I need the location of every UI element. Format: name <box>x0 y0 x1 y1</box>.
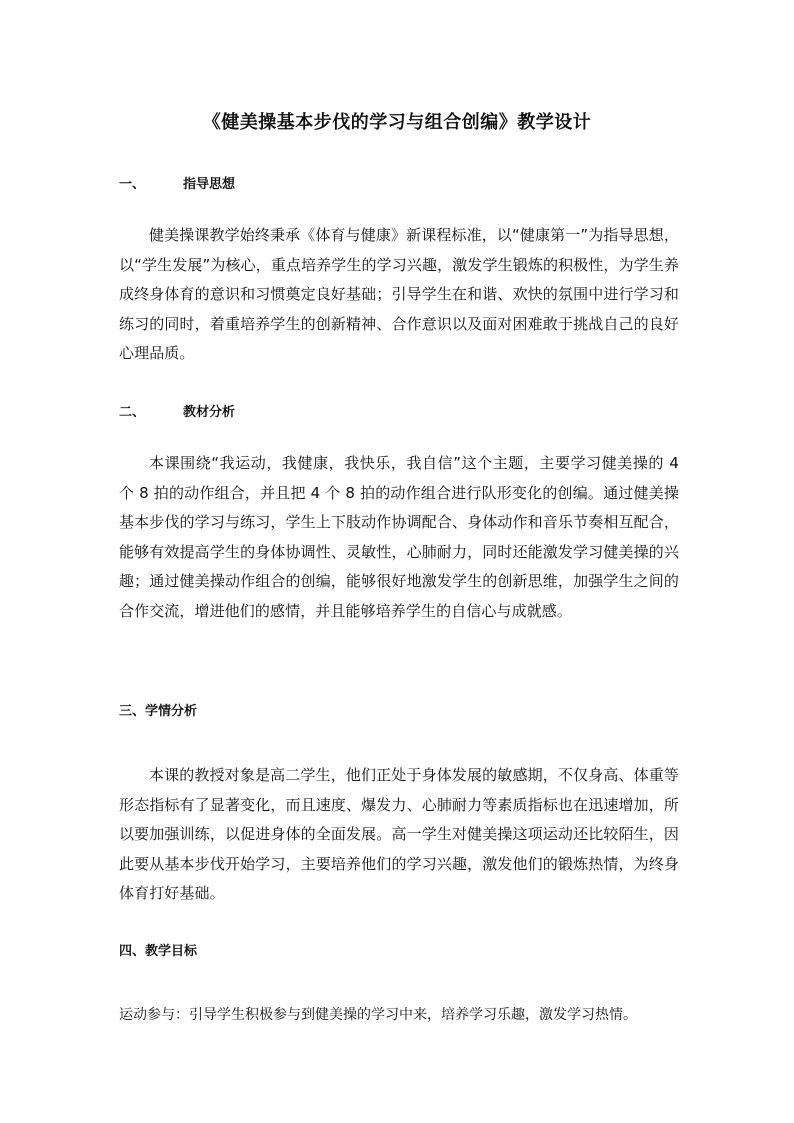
section-line-teaching-goals: 运动参与：引导学生积极参与到健美操的学习中来，培养学习乐趣，激发学习热情。 <box>119 1007 637 1023</box>
section-heading-student-analysis: 三、学情分析 <box>119 704 198 719</box>
section-heading-teaching-goals: 四、教学目标 <box>119 944 198 959</box>
section-paragraph-material-analysis: 本课围绕“我运动，我健康，我快乐，我自信”这个主题，主要学习健美操的 4 个 8 拍的动作组合，并且把 4 个 8 拍的动作组合进行队形变化的创编。通过健美操基本步伐的学习与练习，学生上下肢动作协调配合、身体动作和音乐节奏相互配合，能够有效提高学生的身体协调性、灵敏性，心肺耐力，同时还能激发学习健美操的兴趣；通过健美操动作组合的创编，能够很好地激发学生的创新思维，加强学生之间的合作交流，增进他们的感情，并且能够培养学生的自信心与成就感。 <box>119 454 679 620</box>
section-paragraph-guiding-ideology: 健美操课教学始终秉承《体育与健康》新课程标准，以“健康第一”为指导思想，以“学生发展”为核心，重点培养学生的学习兴趣，激发学生锻炼的积极性，为学生养成终身体育的意识和习惯奠定良好基础；引导学生在和谐、欢快的氛围中进行学习和练习的同时，着重培养学生的创新精神、合作意识以及面对困难敢于挑战自己的良好心理品质。 <box>119 226 679 362</box>
document-title: 《健美操基本步伐的学习与组合创编》教学设计 <box>202 112 592 133</box>
section-number: 一、 <box>119 177 146 192</box>
section-number: 二、 <box>119 405 146 420</box>
section-title: 指导思想 <box>183 177 236 192</box>
section-heading-guiding-ideology <box>119 173 235 192</box>
section-heading-material-analysis <box>119 401 235 420</box>
section-paragraph-student-analysis: 本课的教授对象是高二学生，他们正处于身体发展的敏感期，不仅身高、体重等形态指标有了显著变化，而且速度、爆发力、心肺耐力等素质指标也在迅速增加，所以要加强训练，以促进身体的全面发展。高一学生对健美操这项运动还比较陌生，因此要从基本步伐开始学习，主要培养他们的学习兴趣，激发他们的锻炼热情，为终身体育打好基础。 <box>119 766 679 902</box>
section-title: 教材分析 <box>183 405 236 420</box>
